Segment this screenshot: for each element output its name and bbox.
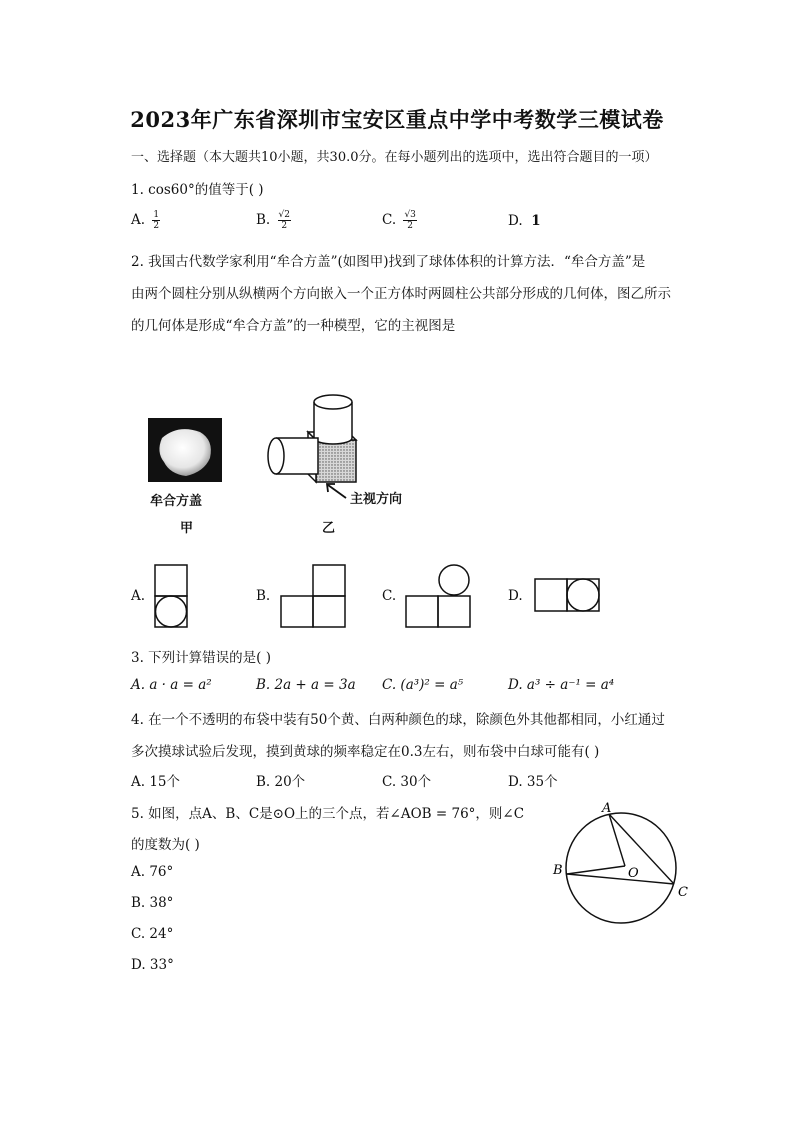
fig-yi-label: 乙 xyxy=(322,521,336,536)
q5-option-a: A. 76° xyxy=(131,864,174,880)
q4-line2: 多次摸球试验后发现，摸到黄球的频率稳定在0.3左右，则布袋中白球可能有( ) xyxy=(131,744,600,760)
point-o-label: O xyxy=(628,866,639,881)
q4-line1: 4. 在一个不透明的布袋中装有50个黄、白两种颜色的球，除颜色外其他都相同，小红通过 xyxy=(131,712,665,728)
q2-option-d-label: D. xyxy=(508,588,523,604)
q2-line3: 的几何体是形成“牟合方盖”的一种模型，它的主视图是 xyxy=(131,318,456,334)
q2-option-b-label: B. xyxy=(256,588,271,604)
point-a-label: A xyxy=(602,801,612,816)
q4-option-a: A. 15个 xyxy=(131,774,181,790)
q3-option-c: C. (a³)² = a⁵ xyxy=(382,677,464,693)
q3-option-a: A. a · a = a² xyxy=(131,677,212,693)
view-direction-arrow-icon xyxy=(322,480,348,502)
q3-option-d: D. a³ ÷ a⁻¹ = a⁴ xyxy=(508,677,615,693)
q1-option-b: B. $\frac{√2}{2}$ xyxy=(256,210,290,231)
cylinder-cube-model xyxy=(262,386,366,492)
q5-option-c: C. 24° xyxy=(131,926,174,942)
fig-jia-name: 牟合方盖 xyxy=(150,494,203,509)
q3-stem: 3. 下列计算错误的是( ) xyxy=(131,650,271,666)
q2-option-b-figure xyxy=(279,563,347,629)
mouhe-fanggai-photo xyxy=(148,418,222,482)
point-b-label: B xyxy=(553,863,563,878)
q1-option-a: A. $\frac{1}{2}$ xyxy=(131,210,160,231)
q5-option-b: B. 38° xyxy=(131,895,174,911)
fig-jia-label: 甲 xyxy=(180,521,194,536)
q2-option-c-figure xyxy=(404,563,474,629)
q1-option-d: D. 1 xyxy=(508,213,541,229)
q5-option-d: D. 33° xyxy=(131,957,174,973)
q2-option-d-figure xyxy=(533,577,601,613)
q3-option-b: B. 2a + a = 3a xyxy=(256,677,356,693)
q2-option-a-label: A. xyxy=(131,588,146,604)
q2-option-c-label: C. xyxy=(382,588,397,604)
q5-line1: 5. 如图，点A、B、C是⊙O上的三个点，若∠AOB = 76°，则∠C xyxy=(131,806,525,822)
fig-direction-label: 主视方向 xyxy=(350,492,403,507)
section-heading: 一、选择题（本大题共10小题，共30.0分。在每小题列出的选项中，选出符合题目的一项） xyxy=(131,150,658,165)
q2-line2: 由两个圆柱分别从纵横两个方向嵌入一个正方体时两圆柱公共部分形成的几何体，图乙所示 xyxy=(131,286,671,302)
q4-option-c: C. 30个 xyxy=(382,774,432,790)
q4-option-d: D. 35个 xyxy=(508,774,558,790)
q5-line2: 的度数为( ) xyxy=(131,837,200,853)
q2-option-a-figure xyxy=(153,563,189,629)
point-c-label: C xyxy=(678,885,688,900)
q1-option-c: C. $\frac{√3}{2}$ xyxy=(382,210,416,231)
paper-title: 2023年广东省深圳市宝安区重点中学中考数学三模试卷 xyxy=(130,107,664,132)
q4-option-b: B. 20个 xyxy=(256,774,306,790)
q5-circle-figure xyxy=(545,800,695,932)
q1-stem: 1. cos60°的值等于( ) xyxy=(131,182,264,198)
q2-line1: 2. 我国古代数学家利用“牟合方盖”(如图甲)找到了球体体积的计算方法．“牟合方盖”是 xyxy=(131,254,646,270)
